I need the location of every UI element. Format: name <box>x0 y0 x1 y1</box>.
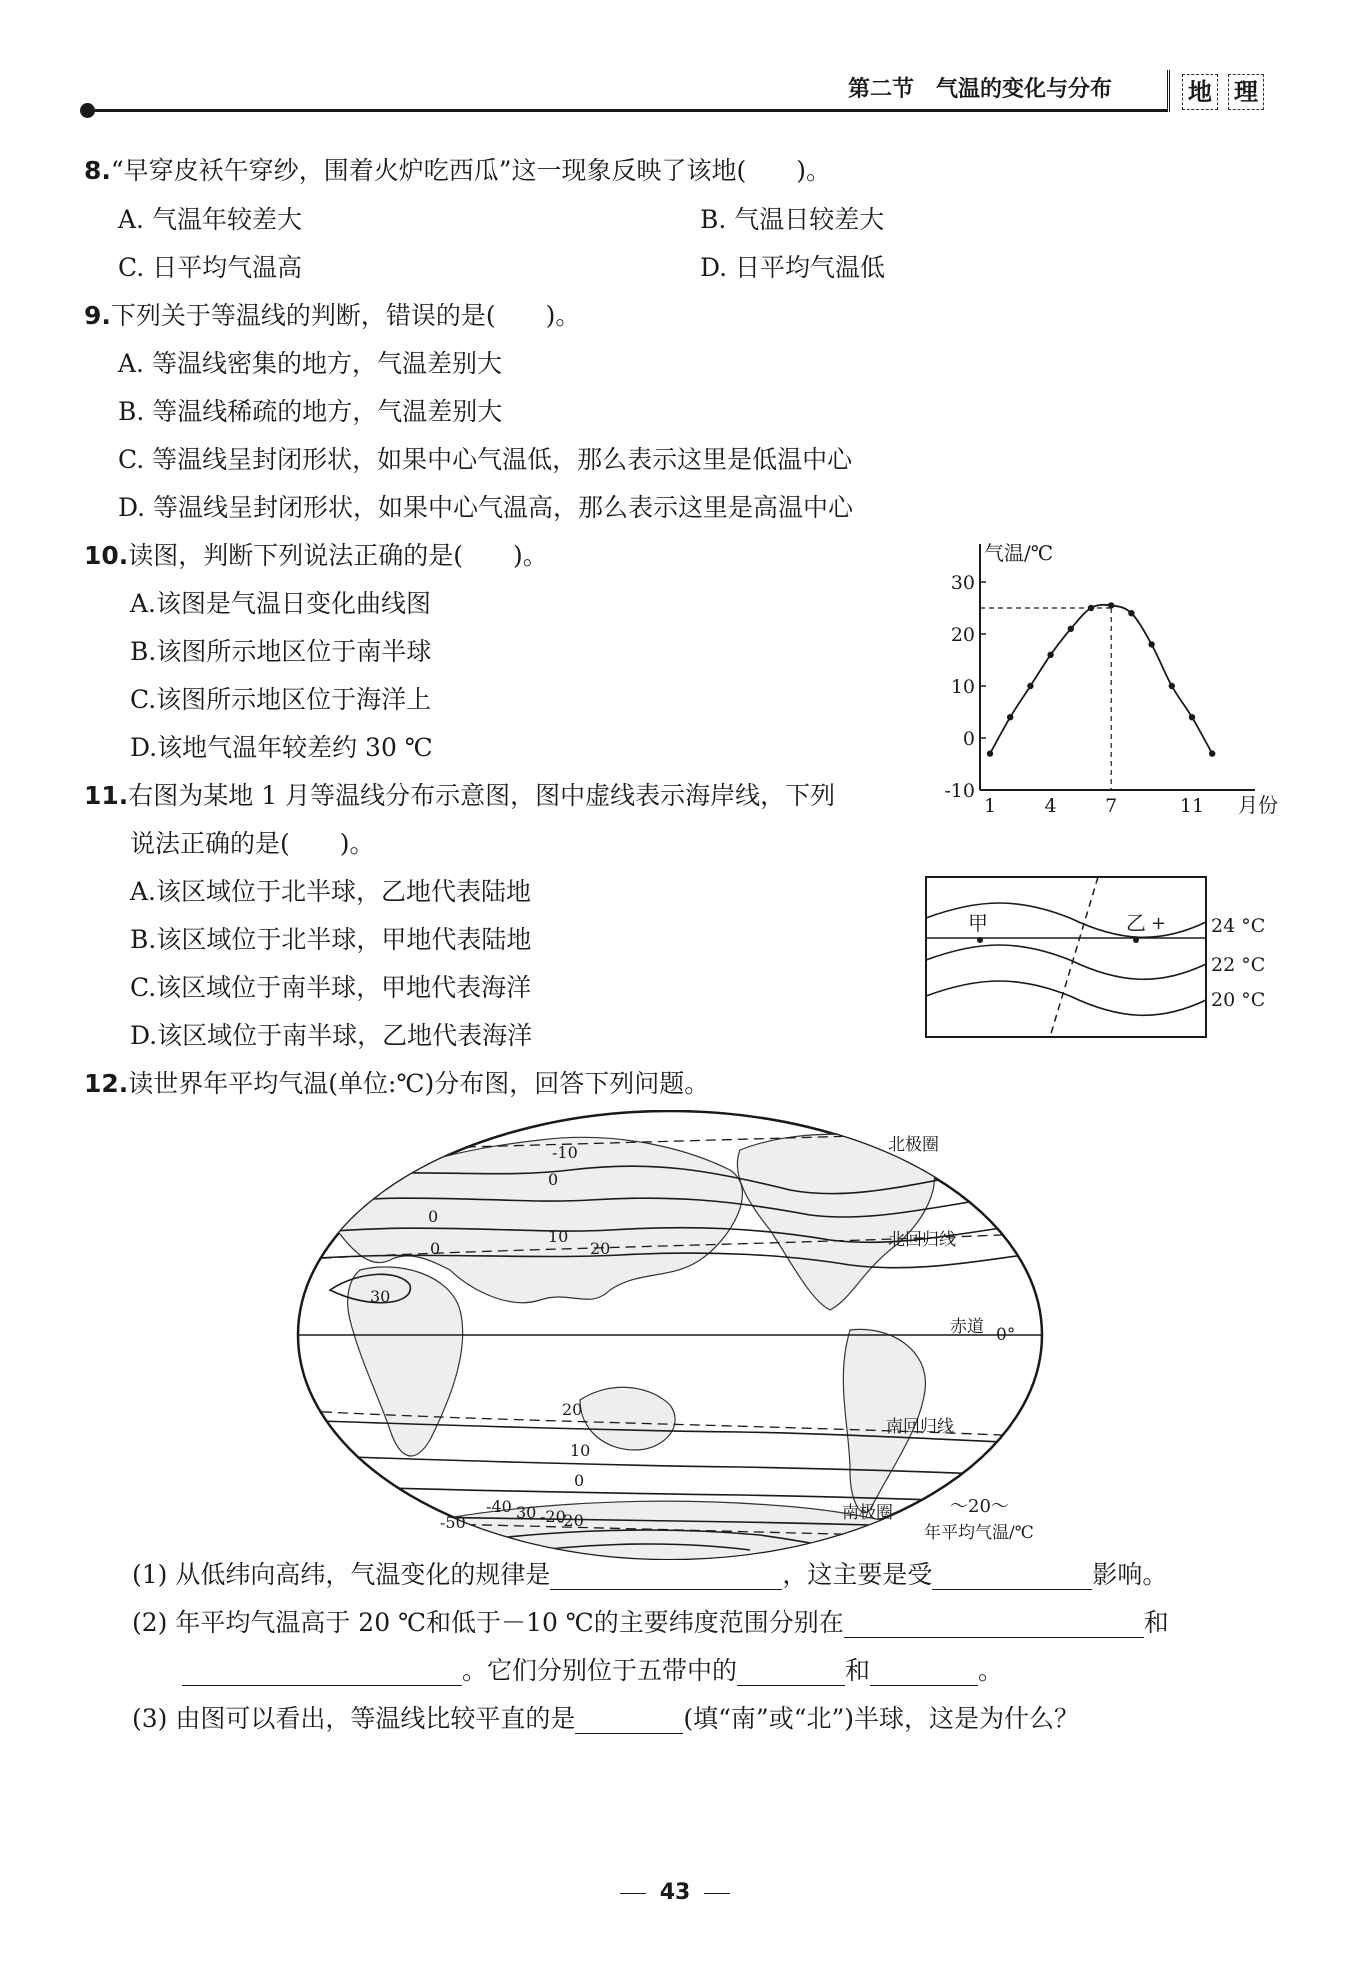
data-point <box>987 750 993 756</box>
x-tick-label: 1 <box>983 795 997 817</box>
answer-blank-3[interactable] <box>575 1707 683 1734</box>
answer-blank-2c[interactable] <box>737 1659 845 1686</box>
section-title: 第二节 气温的变化与分布 <box>848 77 1113 102</box>
iso-label: 20 <box>590 1239 611 1258</box>
option-a[interactable]: A.该区域位于北半球，乙地代表陆地 <box>130 877 532 906</box>
x-axis-label: 月份 <box>1238 793 1278 817</box>
isotherm-label-22: 22 °C <box>1211 954 1266 976</box>
question-number: 12. <box>84 1069 129 1098</box>
option-d[interactable]: D. 日平均气温低 <box>700 253 886 282</box>
option-a[interactable]: A. 等温线密集的地方，气温差别大 <box>118 349 502 378</box>
iso-label: 0 <box>430 1239 441 1258</box>
series-line <box>990 605 1212 754</box>
y-tick-label: 30 <box>950 572 975 594</box>
subject-char-2: 理 <box>1228 74 1264 110</box>
answer-blank-2a[interactable] <box>844 1611 1144 1638</box>
coastline-dashed <box>1050 877 1098 1037</box>
question-number: 9. <box>84 301 111 330</box>
question-11 <box>84 781 835 811</box>
iso-label: 10 <box>548 1227 569 1246</box>
iso-label: 10 <box>570 1441 591 1460</box>
point-yi-plus: + <box>1151 913 1167 934</box>
tropic-north-label: 北回归线 <box>888 1230 956 1250</box>
x-tick-label: 4 <box>1044 795 1057 817</box>
antarctic-circle-label: 南极圈 <box>842 1503 893 1523</box>
y-tick-label: 10 <box>950 676 975 698</box>
question-9 <box>84 301 580 331</box>
page-number: 43 <box>0 1880 1350 1905</box>
option-b[interactable]: B. 等温线稀疏的地方，气温差别大 <box>118 397 503 426</box>
iso-label: 0 <box>548 1170 559 1189</box>
x-ticks <box>984 795 1204 817</box>
iso-label: -40 <box>486 1497 512 1516</box>
isotherm-diagram <box>920 872 1280 1042</box>
data-point <box>1128 610 1134 616</box>
question-12 <box>84 1069 709 1099</box>
x-tick-label: 11 <box>1179 795 1205 817</box>
data-point <box>1007 714 1013 720</box>
iso-label: -50 <box>440 1513 466 1532</box>
iso-label: 30 <box>370 1287 391 1306</box>
iso-label: -20 <box>558 1511 584 1530</box>
question-stem: 读图，判断下列说法正确的是( )。 <box>128 541 548 570</box>
question-stem: “早穿皮袄午穿纱，围着火炉吃西瓜”这一现象反映了该地( )。 <box>110 156 831 185</box>
answer-blank-1b[interactable] <box>932 1563 1092 1590</box>
sub-question-2-cont: 。它们分别位于五带中的 和 。 <box>182 1656 1003 1686</box>
iso-label: -20 <box>540 1507 566 1526</box>
isotherm-label-24: 24 °C <box>1211 915 1266 937</box>
data-point <box>1088 605 1094 611</box>
y-tick-label: -10 <box>944 780 975 802</box>
point-jia <box>977 937 983 943</box>
equator-degree-label: 0° <box>996 1325 1016 1345</box>
iso-label: -10 <box>552 1143 578 1162</box>
option-b[interactable]: B. 气温日较差大 <box>700 205 885 234</box>
question-number: 8. <box>84 156 111 185</box>
sub-question-3: (3) 由图可以看出，等温线比较平直的是 (填“南”或“北”)半球，这是为什么？ <box>132 1704 1080 1733</box>
x-tick-label: 7 <box>1105 795 1118 817</box>
data-point <box>1068 626 1074 632</box>
data-point <box>1148 641 1154 647</box>
question-10 <box>84 541 548 571</box>
question-stem: 右图为某地 1 月等温线分布示意图，图中虚线表示海岸线，下列 <box>128 781 836 810</box>
equator-label: 赤道 <box>950 1317 984 1337</box>
reference-lines <box>980 608 1111 790</box>
isotherm-22 <box>926 945 1206 979</box>
answer-blank-2b[interactable] <box>182 1659 462 1686</box>
point-yi-label: 乙 <box>1126 911 1146 935</box>
option-c[interactable]: C.该区域位于南半球，甲地代表海洋 <box>130 973 532 1002</box>
option-d[interactable]: D. 等温线呈封闭形状，如果中心气温高，那么表示这里是高温中心 <box>118 493 854 522</box>
iso-label: 0 <box>428 1207 439 1226</box>
question-number: 10. <box>84 541 129 570</box>
option-c[interactable]: C. 等温线呈封闭形状，如果中心气温低，那么表示这里是低温中心 <box>118 445 853 474</box>
page-number-dash-left <box>620 1893 646 1894</box>
iso-label: 30 <box>516 1503 537 1522</box>
subject-char-1: 地 <box>1182 74 1218 110</box>
answer-blank-1a[interactable] <box>550 1563 782 1590</box>
arctic-circle-label: 北极圈 <box>888 1135 939 1155</box>
point-jia-label: 甲 <box>968 911 988 935</box>
subject-label <box>1167 70 1276 112</box>
question-stem: 读世界年平均气温(单位:℃)分布图，回答下列问题。 <box>128 1069 710 1098</box>
option-b[interactable]: B.该图所示地区位于南半球 <box>130 637 432 666</box>
data-point <box>1047 652 1053 658</box>
temperature-line-chart <box>920 530 1280 830</box>
option-a[interactable]: A.该图是气温日变化曲线图 <box>130 589 432 618</box>
data-points <box>987 602 1216 757</box>
question-number: 11. <box>84 781 129 810</box>
answer-blank-2d[interactable] <box>870 1659 978 1686</box>
data-point <box>1169 683 1175 689</box>
sub-question-1: (1) 从低纬向高纬，气温变化的规律是 ，这主要是受 影响。 <box>132 1560 1168 1589</box>
option-d[interactable]: D.该区域位于南半球，乙地代表海洋 <box>130 1021 533 1050</box>
map-legend-sample: ～20～ <box>950 1496 1009 1517</box>
y-axis-label: 气温/℃ <box>984 541 1054 565</box>
option-b[interactable]: B.该区域位于北半球，甲地代表陆地 <box>130 925 532 954</box>
isotherm-label-20: 20 °C <box>1211 989 1266 1011</box>
point-yi <box>1133 937 1139 943</box>
y-tick-label: 0 <box>962 728 975 750</box>
sub-question-2: (2) 年平均气温高于 20 ℃和低于－10 ℃的主要纬度范围分别在 和 <box>132 1608 1169 1637</box>
option-a[interactable]: A. 气温年较差大 <box>118 205 302 234</box>
option-c[interactable]: C. 日平均气温高 <box>118 253 303 282</box>
iso-label: 0 <box>574 1471 585 1490</box>
option-c[interactable]: C.该图所示地区位于海洋上 <box>130 685 432 714</box>
tropic-south-label: 南回归线 <box>886 1417 954 1437</box>
map-legend-label: 年平均气温/℃ <box>924 1523 1034 1543</box>
data-point <box>1108 602 1114 608</box>
y-tick-label: 20 <box>950 624 975 646</box>
question-stem: 下列关于等温线的判断，错误的是( )。 <box>110 301 581 330</box>
header-rule <box>88 109 1168 112</box>
data-point <box>1027 683 1033 689</box>
data-point <box>1209 750 1215 756</box>
iso-label: 20 <box>562 1400 583 1419</box>
option-d[interactable]: D.该地气温年较差约 30 ℃ <box>130 733 433 762</box>
question-stem-line2: 说法正确的是( )。 <box>130 829 375 858</box>
page-number-dash-right <box>704 1893 730 1894</box>
question-8 <box>84 156 831 186</box>
data-point <box>1189 714 1195 720</box>
